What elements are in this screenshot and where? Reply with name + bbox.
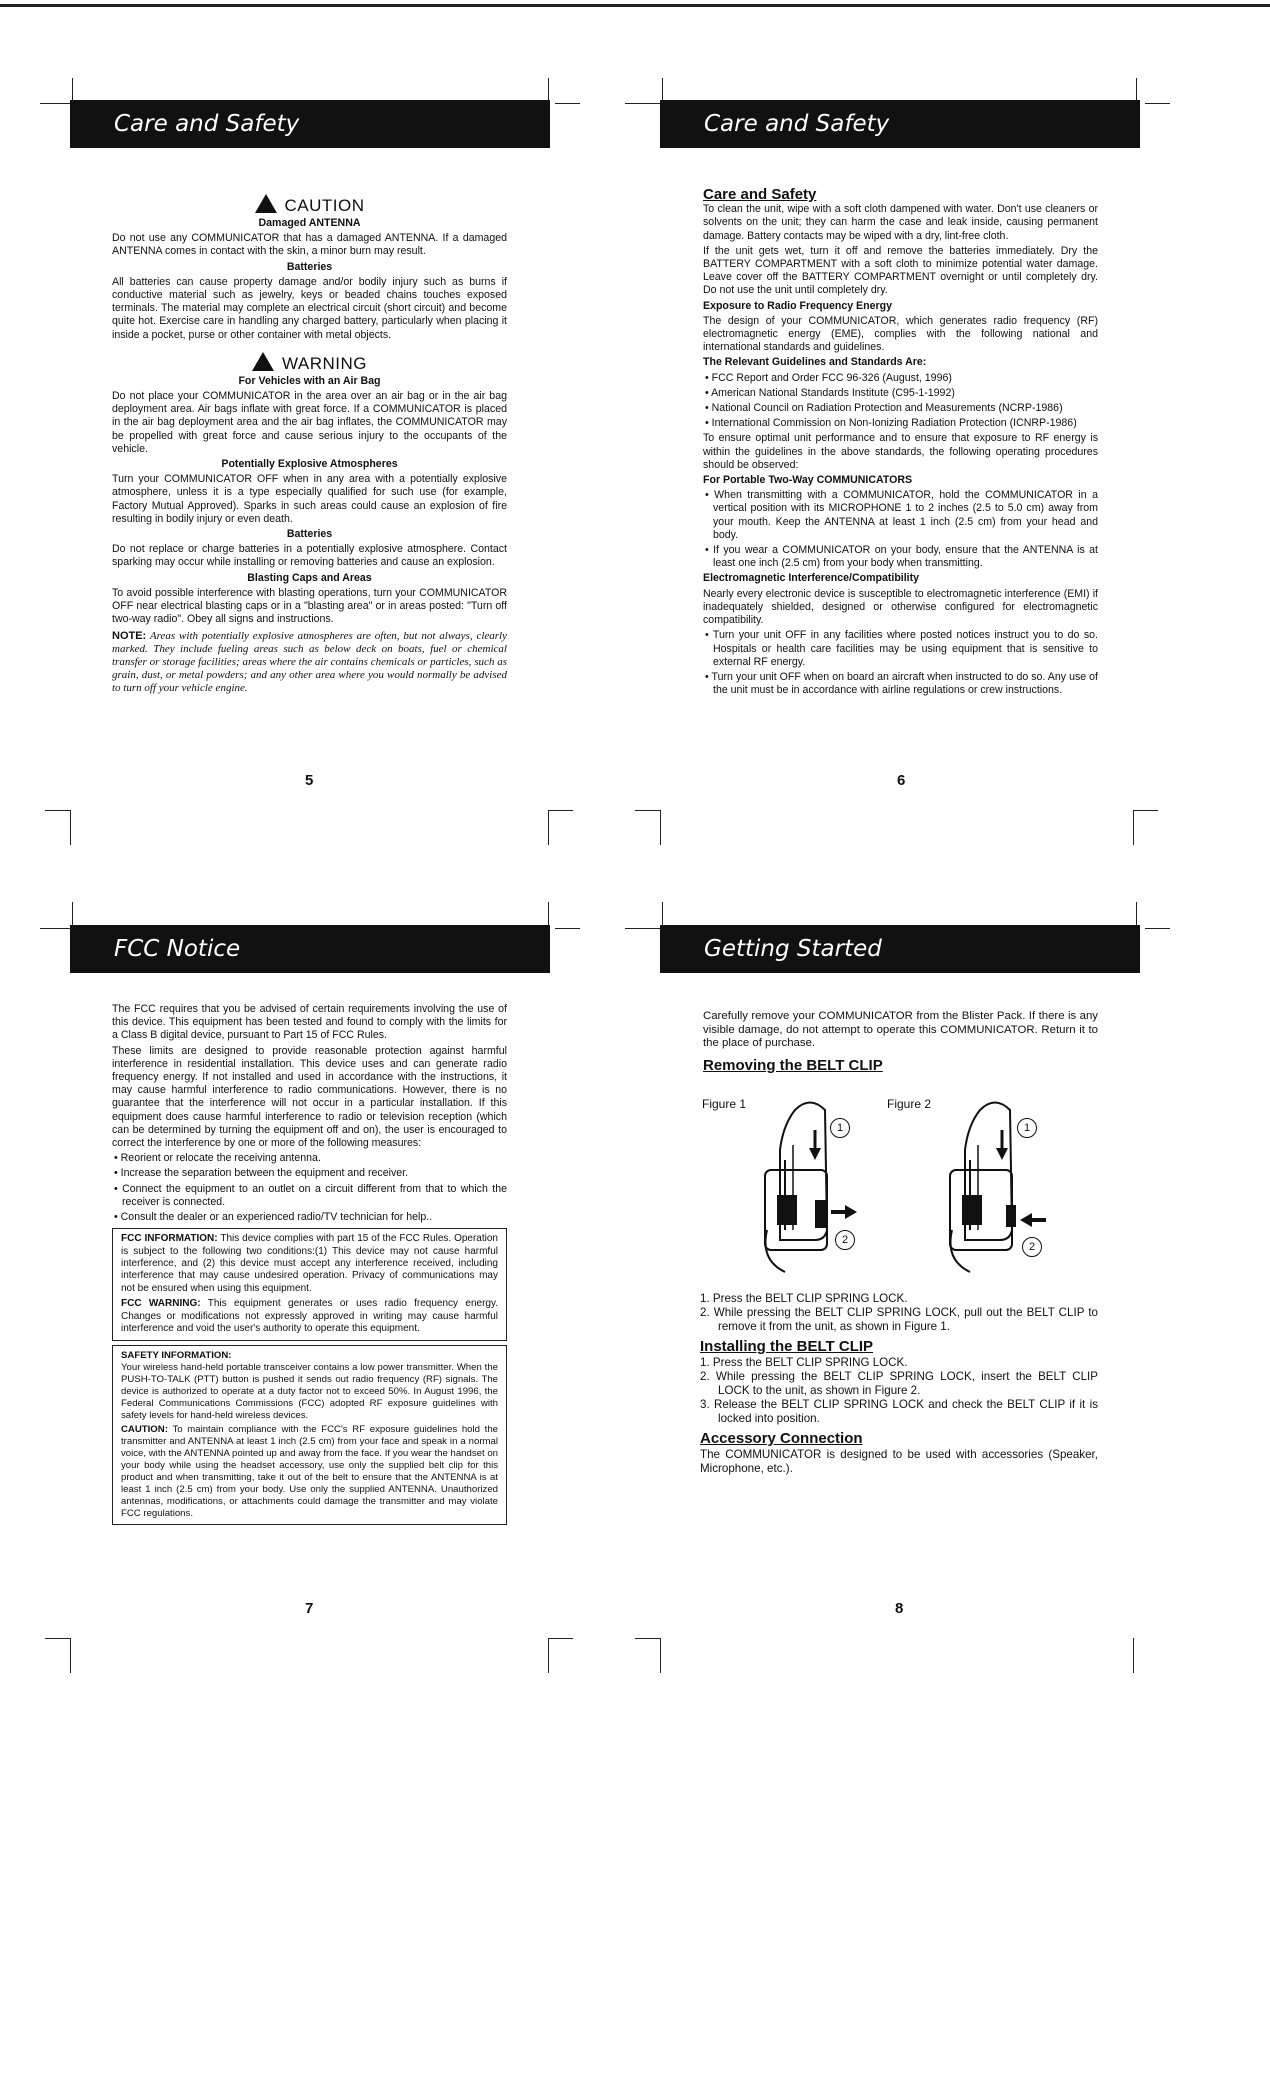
crop-mark [548, 1638, 573, 1639]
caution-text: To maintain compliance with the FCC's RF exposure guidelines hold the transmitter and ANTENNA at least 1 inch (2.5 cm) from your face and speak in a normal voice, with the ANTENNA pointed up and away from the face. If you wear the handset on your body while using the headset accessory, use only the supplied belt clip for this product and when transmitting, take it out of the belt to ensure that the ANTENNA is at least 1 inch (2.5 cm) from your body. Use only the supplied ANTENNA. Unauthorized antennas, modifications, or attachments could damage the transmitter and may violate FCC regulations. [121, 1423, 498, 1519]
crop-mark [660, 1638, 661, 1673]
emi-text: Nearly every electronic device is susceptible to electromagnetic interference (EMI) if inadequately shielded, designed or otherwise configured for electromagnetic compatibility. [703, 587, 1098, 627]
explosive-title: Potentially Explosive Atmospheres [221, 458, 398, 471]
figure1-callout-2: 2 [835, 1230, 855, 1250]
top-rule [0, 4, 1270, 7]
crop-mark [555, 103, 580, 104]
figure2-callout-1: 1 [1017, 1118, 1037, 1138]
install-step: 3. Release the BELT CLIP SPRING LOCK and check the BELT CLIP if it is locked into position. [700, 1398, 1098, 1425]
crop-mark [45, 1638, 70, 1639]
guideline-item: • American National Standards Institute (C95-1-1992) [705, 386, 955, 399]
fcc-p1: The FCC requires that you be advised of certain requirements involving the use of this device. This equipment has been tested and found to comply with the limits for a Class B digital device, pursuant to Part 15 of FCC Rules. [112, 1003, 507, 1042]
intro-text: Carefully remove your COMMUNICATOR from the Blister Pack. If there is any visible damage, do not attempt to operate this COMMUNICATOR. Return it to the place of purchase. [703, 1010, 1098, 1050]
emi-item: • Turn your unit OFF in any facilities where posted notices instruct you to do so. Hospitals or health care facilities may be using equipment that is sensitive to external RF energy. [705, 629, 1098, 668]
crop-mark [1145, 928, 1170, 929]
page6-header: Care and Safety [660, 100, 1140, 148]
safety-info-box [112, 1345, 507, 1525]
rf-title: Exposure to Radio Frequency Energy [703, 299, 892, 312]
fcc-info-text: This device complies with part 15 of the FCC Rules. Operation is subject to the following two conditions:(1) This device may not cause harmful interference, and (2) this device must accept any interference received, including interference that may cause undesired operation. Privacy of communications may not be ensured when using this equipment. [121, 1233, 498, 1294]
warning-heading [112, 352, 507, 371]
note-paragraph [112, 630, 507, 695]
portable-item: • When transmitting with a COMMUNICATOR, hold the COMMUNICATOR in a vertical position with its MICROPHONE 1 to 2 inches (2.5 to 5.0 cm) away from your mouth. Keep the ANTENNA at least 1 inch (2.5 cm) from your head and body. [705, 489, 1098, 541]
crop-mark [635, 1638, 660, 1639]
note-label: NOTE: [112, 630, 147, 643]
crop-mark [548, 810, 549, 845]
crop-mark [40, 928, 70, 929]
crop-mark [625, 103, 660, 104]
fcc-warning-label: FCC WARNING: [121, 1298, 201, 1310]
remove-step: 1. Press the BELT CLIP SPRING LOCK. [700, 1292, 908, 1305]
fcc-p2: These limits are designed to provide reasonable protection against harmful interference in residential installation. This device uses and can generate radio frequency energy. If not installed and used in accordance with the instructions, it may cause harmful interference to radio communications. However, there is no guarantee that the interference will not occur in a particular installation. If this equipment does cause harmful interference to radio or television reception (which can be determined by turning the equipment off and on), the user is encouraged to correct the interference by one or more of the following measures: [112, 1044, 507, 1150]
page6-title: Care and Safety [703, 186, 817, 203]
portable-title: For Portable Two-Way COMMUNICATORS [703, 474, 913, 487]
crop-mark [40, 103, 70, 104]
crop-mark [70, 810, 71, 845]
crop-mark [635, 810, 660, 811]
damaged-antenna-text: Do not use any COMMUNICATOR that has a damaged ANTENNA. If a damaged ANTENNA comes in contact with the skin, a minor burn may result. [112, 232, 507, 258]
safety-text: Your wireless hand-held portable transceiver contains a low power transmitter. When the PUSH-TO-TALK (PTT) button is pushed it sends out radio frequency (RF) signals. The device is authorized to operate at a duty factor not to exceed 50%. In August 1996, the Federal Communications Commissions (FCC) adopted RF exposure guidelines with safety levels for hand-held wireless devices. [121, 1361, 498, 1421]
crop-mark [1145, 103, 1170, 104]
caution-heading [112, 194, 507, 213]
measure-item: • Increase the separation between the equipment and receiver. [114, 1167, 409, 1180]
caution-label: CAUTION: [121, 1423, 168, 1435]
measure-item: • Reorient or relocate the receiving antenna. [114, 1152, 321, 1165]
page8-header: Getting Started [660, 925, 1140, 973]
blasting-text: To avoid possible interference with blasting operations, turn your COMMUNICATOR OFF near electrical blasting caps or in a "blasting area" or in areas posted: "Turn off two-way radio". Obey all signs and instructions. [112, 586, 507, 626]
fcc-info-box [112, 1228, 507, 1340]
figure2-illustration [940, 1090, 1070, 1280]
explosive-text: Turn your COMMUNICATOR OFF when in any area with a potentially explosive atmosphere, unless it is a type especially qualified for such use (for example, Factory Mutual Approved). Sparks in such areas could cause an explosion of fire resulting in bodily injury or even death. [112, 473, 507, 525]
fcc-warning-text: This equipment generates or uses radio frequency energy. Changes or modifications not expressly approved in writing may cause harmful interference and void the user's authority to operate this equipment. [121, 1298, 498, 1335]
batteries-title: Batteries [286, 260, 333, 273]
figure1-label: Figure 1 [702, 1097, 747, 1111]
blasting-title: Blasting Caps and Areas [247, 571, 372, 584]
guideline-item: • National Council on Radiation Protection and Measurements (NCRP-1986) [705, 402, 1063, 415]
removing-title: Removing the BELT CLIP [703, 1056, 883, 1074]
page6-p1: To clean the unit, wipe with a soft cloth dampened with water. Don't use cleaners or solvents on the unit; they can harm the case and leak inside, causing permanent damage. Battery contacts may be wiped with a dry, lint-free cloth. [703, 203, 1098, 242]
batteries2-title: Batteries [286, 528, 333, 541]
crop-mark [660, 810, 661, 845]
page5-header: Care and Safety [70, 100, 550, 148]
page7-header: FCC Notice [70, 925, 550, 973]
page-number-8: 8 [895, 1600, 904, 1617]
installing-title: Installing the BELT CLIP [700, 1338, 874, 1355]
measure-item: • Connect the equipment to an outlet on a circuit different from that to which the receiver is connected. [114, 1182, 507, 1208]
crop-mark [555, 928, 580, 929]
ensure-text: To ensure optimal unit performance and to ensure that exposure to RF energy is within the guidelines in the above standards, the following operating procedures should be observed: [703, 432, 1098, 471]
crop-mark [548, 1638, 549, 1673]
figure1-callout-1: 1 [830, 1118, 850, 1138]
airbag-title: For Vehicles with an Air Bag [238, 374, 381, 387]
crop-mark [548, 810, 573, 811]
page6-p2: If the unit gets wet, turn it off and remove the batteries immediately. Dry the BATTERY COMPARTMENT with a soft cloth to minimize potential water damage. Leave cover off the BATTERY COMPARTMENT overnight or until completely dry. Do not use the unit until completely dry. [703, 244, 1098, 297]
crop-mark [1133, 1638, 1134, 1673]
page6-body [703, 188, 1098, 699]
portable-item: • If you wear a COMMUNICATOR on your body, ensure that the ANTENNA is at least one inch (2.5 cm) from your body when transmitting. [705, 544, 1098, 570]
accessory-title: Accessory Connection [700, 1430, 863, 1447]
crop-mark [45, 810, 70, 811]
figure1-illustration [755, 1090, 885, 1280]
crop-mark [625, 928, 660, 929]
page-number-6: 6 [897, 772, 906, 789]
page7-body [112, 1003, 507, 1525]
warning-triangle-icon [252, 352, 274, 371]
remove-step: 2. While pressing the BELT CLIP SPRING LOCK, pull out the BELT CLIP to remove it from the unit, as shown in Figure 1. [700, 1306, 1098, 1333]
damaged-antenna-title: Damaged ANTENNA [258, 217, 361, 229]
accessory-text: The COMMUNICATOR is designed to be used with accessories (Speaker, Microphone, etc.). [700, 1448, 1098, 1475]
warning-title: WARNING [281, 353, 368, 373]
fcc-info-label: FCC INFORMATION: [121, 1233, 218, 1245]
rf-text: The design of your COMMUNICATOR, which generates radio frequency (RF) electromagnetic energy (EME), complies with the following national and international standards and guidelines. [703, 314, 1098, 354]
airbag-text: Do not place your COMMUNICATOR in the area over an air bag or in the air bag deployment area. Air bags inflate with great force. If a COMMUNICATOR is placed in the air bag deployment area and the air bag inflates, the COMMUNICATOR may be propelled with great force and cause serious injury to the occupants of the vehicle. [112, 390, 507, 455]
caution-title: CAUTION [284, 196, 365, 215]
install-step: 1. Press the BELT CLIP SPRING LOCK. [700, 1356, 908, 1369]
figure2-label: Figure 2 [887, 1097, 932, 1111]
guideline-item: • International Commission on Non-Ionizing Radiation Protection (ICNRP-1986) [705, 417, 1077, 430]
safety-label: SAFETY INFORMATION: [121, 1349, 232, 1361]
page8-steps [700, 1292, 1098, 1476]
batteries2-text: Do not replace or charge batteries in a potentially explosive atmosphere. Contact sparking may occur while installing or removing batteries and cause an explosion. [112, 543, 507, 569]
guidelines-title: The Relevant Guidelines and Standards Are: [703, 356, 927, 369]
note-text: Areas with potentially explosive atmospheres are often, but not always, clearly marked. They include fueling areas such as below deck on boats, fuel or chemical transfer or storage facilities; areas where the air contains chemicals or particles, such as grain, dust, or metal powders; and any other area where you would normally be advised to turn off your vehicle engine. [112, 630, 507, 695]
page5-body [112, 188, 507, 697]
crop-mark [1133, 810, 1134, 845]
emi-title: Electromagnetic Interference/Compatibility [703, 572, 920, 585]
batteries-text: All batteries can cause property damage and/or bodily injury such as burns if conductive material such as jewelry, keys or beaded chains touches exposed terminals. The material may complete an electrical circuit (short circuit) and become quite hot. Exercise care in handling any charged battery, particularly when placing it inside a pocket, purse or other container with metal objects. [112, 275, 507, 341]
page-number-7: 7 [305, 1600, 314, 1617]
page-number-5: 5 [305, 772, 314, 789]
figure2-callout-2: 2 [1022, 1237, 1042, 1257]
crop-mark [70, 1638, 71, 1673]
install-step: 2. While pressing the BELT CLIP SPRING LOCK, insert the BELT CLIP LOCK to the unit, as shown in Figure 2. [700, 1370, 1098, 1397]
page8-body [703, 1010, 1098, 1074]
crop-mark [1133, 810, 1158, 811]
guideline-item: • FCC Report and Order FCC 96-326 (August, 1996) [705, 371, 952, 384]
emi-item: • Turn your unit OFF when on board an aircraft when instructed to do so. Any use of the unit must be in accordance with airline regulations or crew instructions. [705, 670, 1098, 697]
warning-triangle-icon [255, 194, 277, 213]
measure-item: • Consult the dealer or an experienced radio/TV technician for help.. [114, 1211, 433, 1224]
